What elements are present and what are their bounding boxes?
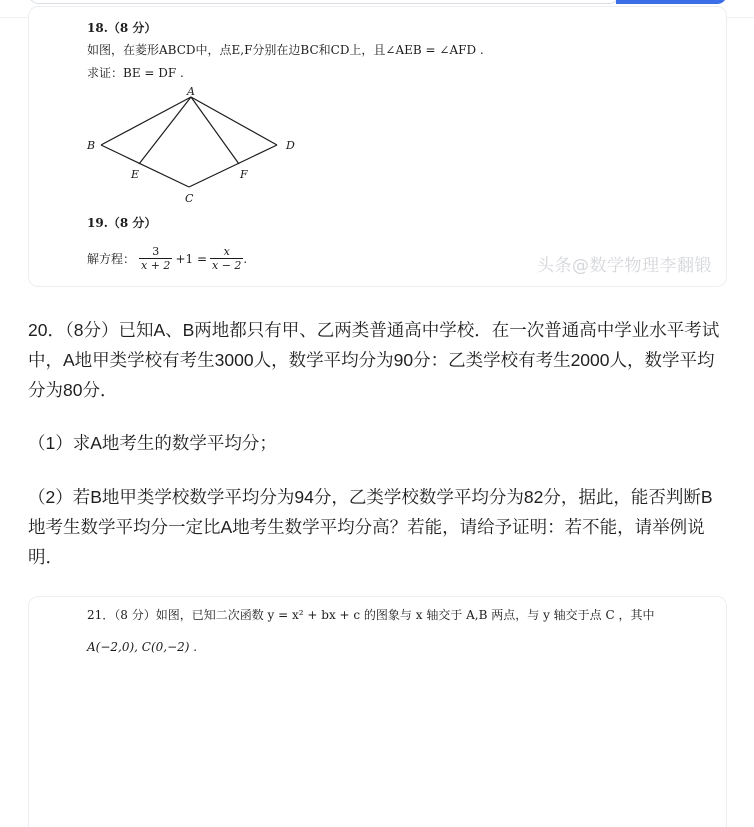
label-d: D <box>286 139 295 152</box>
q19-fraction-1 <box>139 245 172 272</box>
label-a: A <box>187 85 195 98</box>
q19-fraction-2-den: x − 2 <box>212 259 242 272</box>
q19-middle: +1 = <box>175 251 207 266</box>
label-b: B <box>87 139 96 152</box>
edge-ab <box>101 97 191 145</box>
label-e: E <box>131 168 140 181</box>
q21-line1: 21．（8 分）如图，已知二次函数 y = x² + bx + c 的图象与 x 轴交于 A,B 两点，与 y 轴交于点 C ，其中 <box>87 608 655 622</box>
label-c: C <box>185 192 194 205</box>
q20-main: 20．（8分）已知A、B两地都只有甲、乙两类普通高中学校．在一次普通高中学业水平考试中，A地甲类学校有考生3000人，数学平均分为90分：乙类学校有考生2000人，数学平均分为80分． <box>28 320 720 400</box>
q19-fraction-2 <box>210 245 243 272</box>
segment-ae <box>139 97 191 164</box>
q18-statement: 如图，在菱形ABCD中，点E,F分别在边BC和CD上，且∠AEB = ∠AFD . <box>87 43 484 57</box>
q18-prove: 求证：BE = DF . <box>87 66 184 80</box>
segment-af <box>191 97 239 164</box>
label-f: F <box>240 168 248 181</box>
q19-equation <box>87 245 247 272</box>
q19-prefix: 解方程： <box>87 252 136 266</box>
q19-fraction-1-num: 3 <box>139 245 172 259</box>
rhombus-diagram <box>79 85 319 205</box>
edge-bc <box>101 145 189 187</box>
search-input[interactable] <box>28 0 620 4</box>
edge-cd <box>189 145 277 187</box>
question-image-card-18-19 <box>28 6 727 287</box>
question-image-card-21 <box>28 596 727 827</box>
watermark: 头条@数学物理李翻锻 <box>537 256 712 276</box>
edge-da <box>191 97 277 145</box>
q19-fraction-2-num: x <box>210 245 243 259</box>
q19-end: . <box>243 251 248 266</box>
q20-part2: （2）若B地甲类学校数学平均分为94分，乙类学校数学平均分为82分，据此，能否判断B地考生数学平均分一定比A地考生数学平均分高？若能，请给予证明：若不能，请举例说明． <box>28 487 713 567</box>
q20-part1: （1）求A地考生的数学平均分； <box>28 433 277 453</box>
search-button[interactable] <box>616 0 727 4</box>
q19-label: 19.（8 分） <box>87 216 157 230</box>
q21-line2: A(−2,0), C(0,−2) . <box>87 640 198 654</box>
q19-fraction-1-den: x + 2 <box>141 259 171 272</box>
q18-label: 18.（8 分） <box>87 21 157 35</box>
